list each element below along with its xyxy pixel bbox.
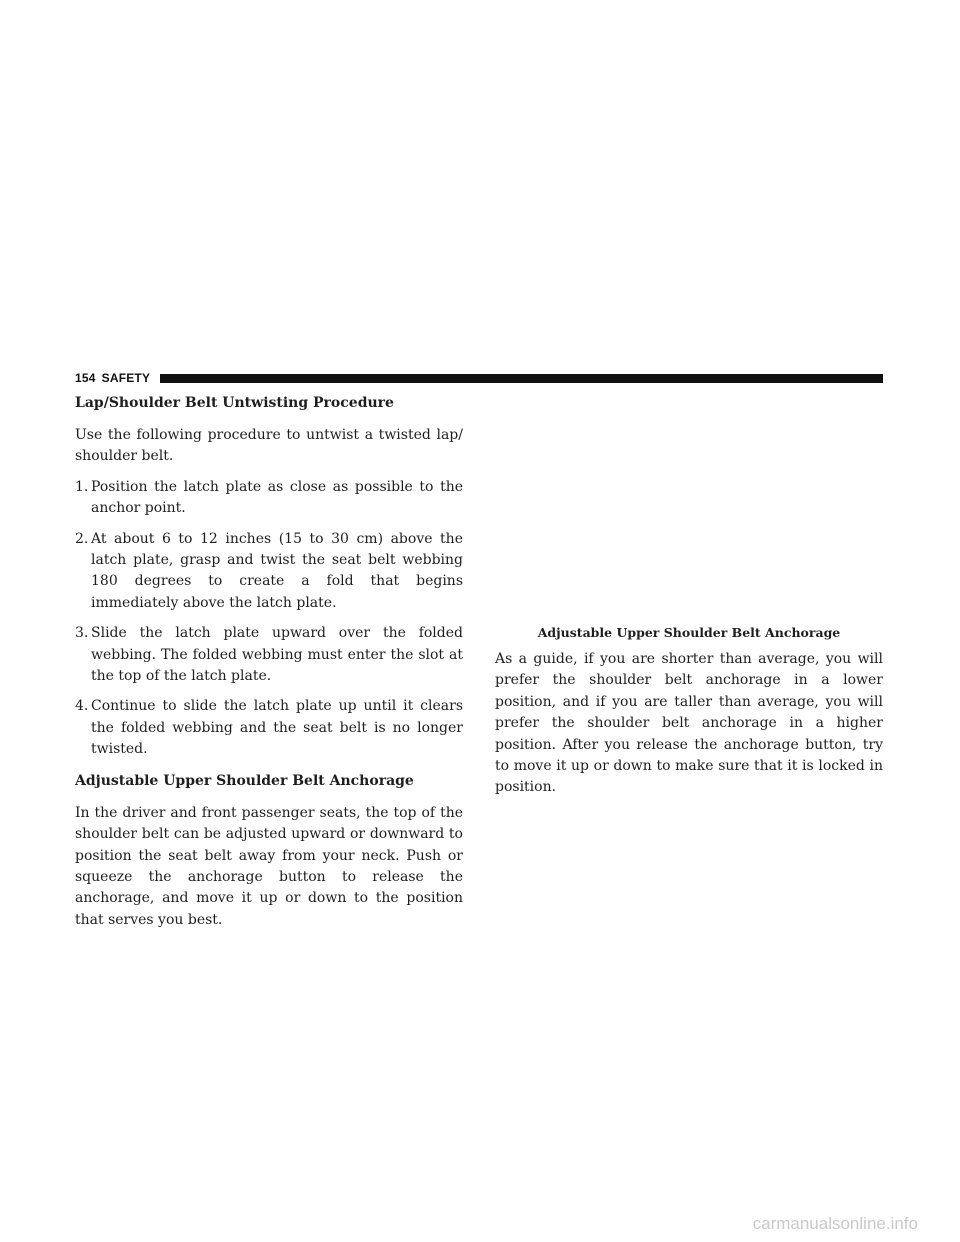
page-header (75, 371, 883, 385)
guide-paragraph: As a guide, if you are shorter than average, you will prefer the shoulder belt anchorage in a lower position, and if you are taller than average, you will prefer the shoulder belt anchorage in a higher position. After you release the anchorage button, try to move it up or down to make sure that it is locked in position. (495, 651, 883, 796)
step-1 (75, 477, 463, 520)
figure-area (495, 393, 883, 619)
step-text: Slide the latch plate upward over the folded webbing. The folded webbing must enter the slot at the top of the latch plate. (91, 625, 463, 685)
header-rule (160, 374, 883, 383)
step-text: Continue to slide the latch plate up until it clears the folded webbing and the seat belt is no longer twisted. (91, 698, 463, 758)
heading-untwisting: Lap/Shoulder Belt Untwisting Procedure (75, 395, 394, 411)
intro-paragraph: Use the following procedure to untwist a twisted lap/ shoulder belt. (75, 427, 463, 465)
step-number: 3. (75, 625, 89, 642)
step-number: 4. (75, 698, 89, 715)
figure-caption: Adjustable Upper Shoulder Belt Anchorage (537, 625, 841, 640)
step-3 (75, 623, 463, 687)
anchorage-paragraph: In the driver and front passenger seats, the top of the shoulder belt can be adjusted upward or downward to position the seat belt away from your neck. Push or squeeze the anchorage button to release the anchorage, and move it up or down to the position that serves you best. (75, 804, 463, 928)
right-column (495, 623, 883, 808)
step-text: Position the latch plate as close as possible to the anchor point. (91, 478, 463, 517)
left-column (75, 393, 463, 940)
heading-anchorage: Adjustable Upper Shoulder Belt Anchorage (75, 772, 414, 789)
step-4 (75, 696, 463, 760)
page-number: 154 (75, 371, 96, 385)
step-number: 2. (75, 530, 89, 547)
watermark: carmanualsonline.info (752, 1214, 918, 1233)
step-text: At about 6 to 12 inches (15 to 30 cm) above the latch plate, grasp and twist the seat belt webbing 180 degrees to create a fold that begins immediately above the latch plate. (91, 530, 463, 611)
step-2 (75, 529, 463, 615)
step-number: 1. (75, 478, 89, 495)
section-title: SAFETY (101, 371, 151, 385)
